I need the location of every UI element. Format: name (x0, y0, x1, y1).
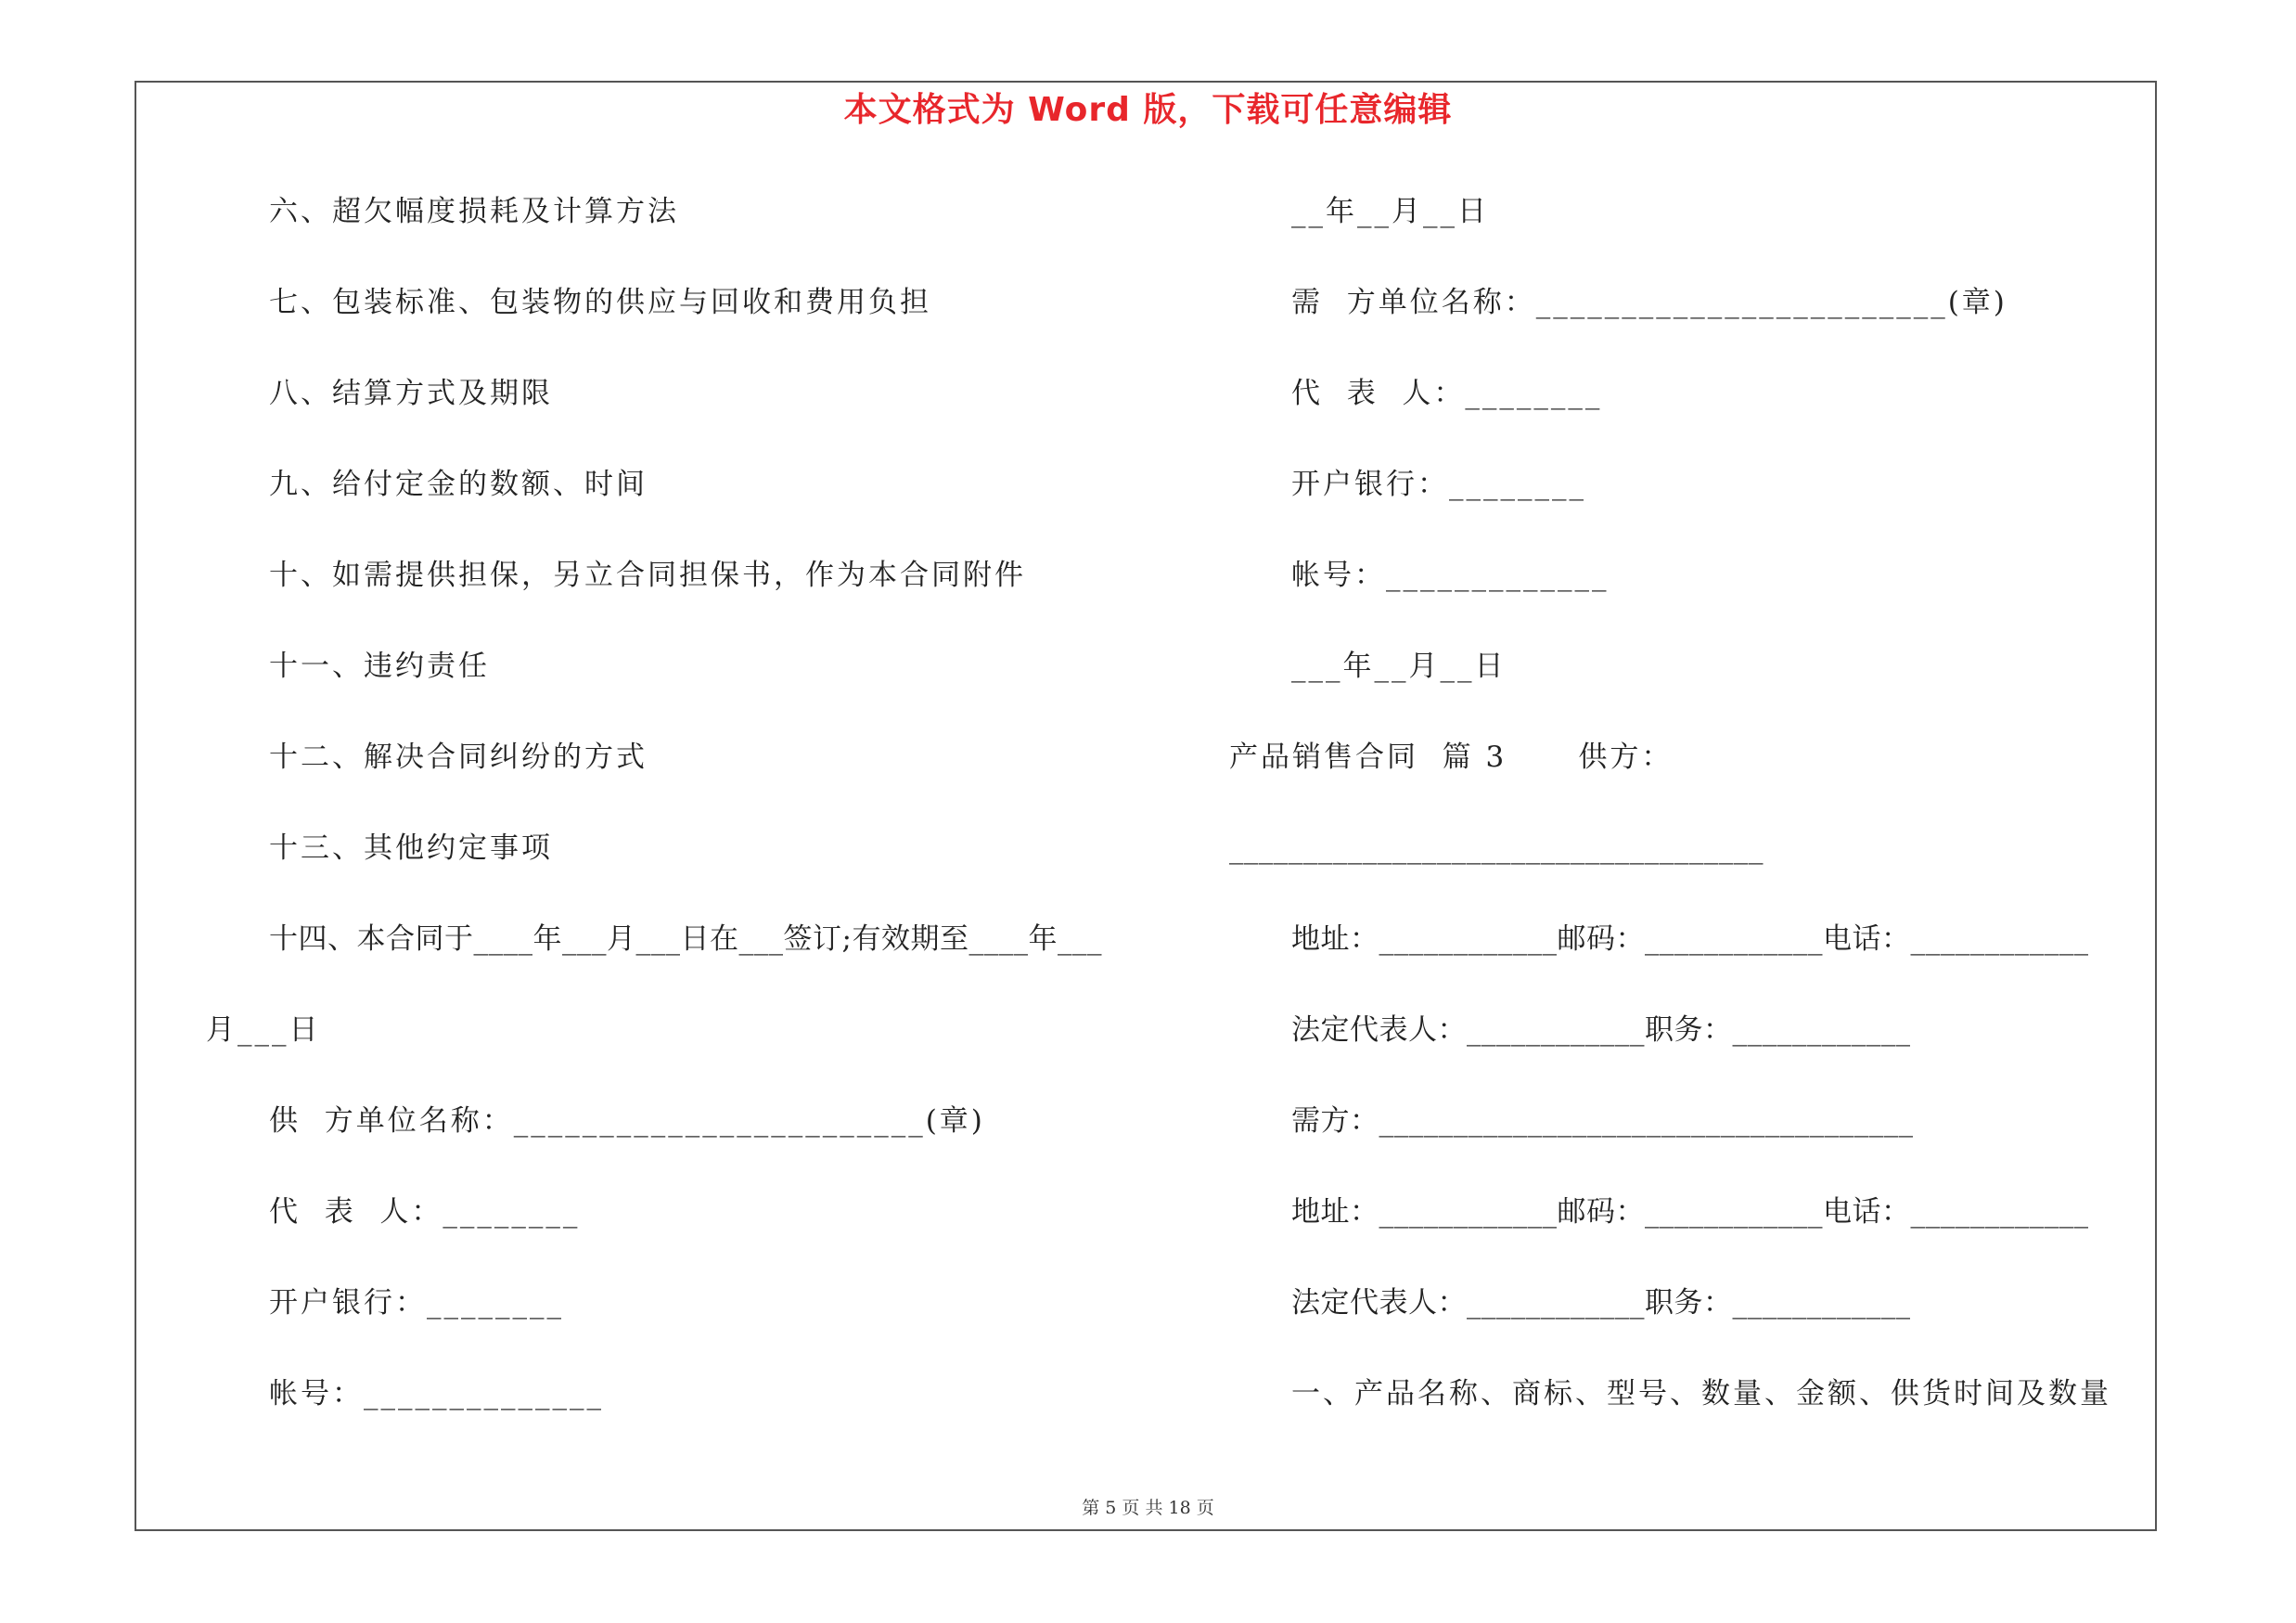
clause-item-8: 八、结算方式及期限 (269, 377, 553, 410)
buyer-rep-field: 代 表 人：________ (1291, 377, 1603, 410)
buyer-account-field: 帐号：_____________ (1291, 559, 1610, 592)
supplier-bank-field: 开户银行：________ (269, 1286, 564, 1320)
clause-item-14-line1: 十四、本合同于____年___月___日在___签订;有效期至____年___ (269, 922, 1102, 956)
buyer-legal-rep-field: 法定代表人：____________职务：____________ (1291, 1286, 1911, 1320)
supplier-address-field: 地址：____________邮码：____________电话：____________ (1291, 922, 2089, 956)
clause-item-6: 六、超欠幅度损耗及计算方法 (269, 195, 679, 228)
clause-item-9: 九、给付定金的数额、时间 (269, 468, 648, 501)
clause-item-14-line2: 月___日 (206, 1013, 321, 1047)
clause-item-11: 十一、违约责任 (269, 650, 490, 683)
signing-date-1: __年__月__日 (1291, 195, 1489, 228)
clause-item-13: 十三、其他约定事项 (269, 831, 553, 865)
clause-item-12: 十二、解决合同纠纷的方式 (269, 741, 648, 774)
buyer-bank-field: 开户银行：________ (1291, 468, 1586, 501)
supplier-name-field: 供 方单位名称：________________________(章) (269, 1104, 985, 1138)
supplier-blank-line: ____________________________________ (1229, 831, 1764, 865)
supplier-account-field: 帐号：______________ (269, 1377, 604, 1410)
buyer-name-field: 需 方单位名称：________________________(章) (1291, 286, 2007, 319)
contract-3-title: 产品销售合同 篇 3 供方： (1229, 741, 1674, 774)
clause-item-10: 十、如需提供担保，另立合同担保书，作为本合同附件 (269, 559, 1026, 592)
buyer-field: 需方：____________________________________ (1291, 1104, 1914, 1138)
supplier-rep-field: 代 表 人：________ (269, 1195, 581, 1229)
page-number: 第 5 页 共 18 页 (1082, 1498, 1214, 1518)
signing-date-2: ___年__月__日 (1291, 650, 1507, 683)
clause-1-product-info: 一、产品名称、商标、型号、数量、金额、供货时间及数量 (1291, 1377, 2111, 1410)
format-banner: 本文格式为 Word 版，下载可任意编辑 (843, 91, 1453, 129)
clause-item-7: 七、包装标准、包装物的供应与回收和费用负担 (269, 286, 931, 319)
supplier-legal-rep-field: 法定代表人：____________职务：____________ (1291, 1013, 1911, 1047)
buyer-address-field: 地址：____________邮码：____________电话：____________ (1291, 1195, 2089, 1229)
